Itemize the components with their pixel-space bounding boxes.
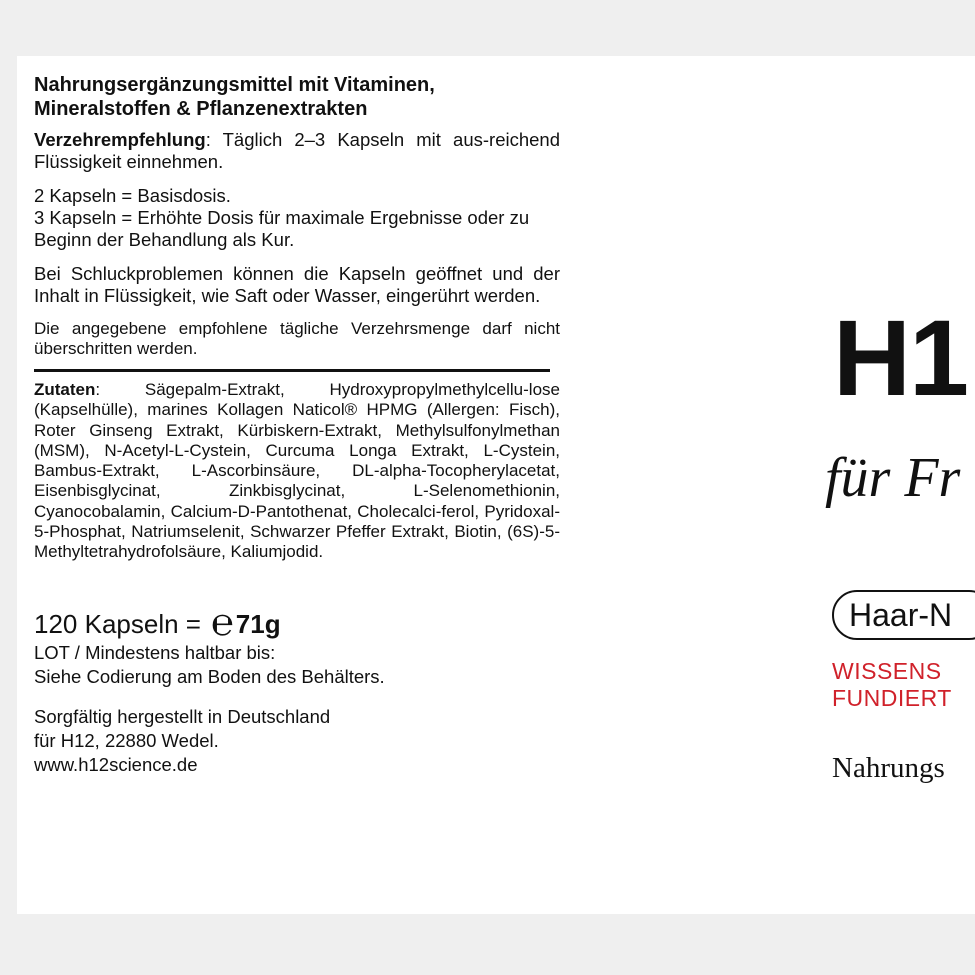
manufacturer-line-1: Sorgfältig hergestellt in Deutschland [34, 705, 331, 727]
dosage-block [34, 185, 560, 251]
recommendation-label: Verzehrempfehlung [34, 129, 206, 150]
front-category-text: Nahrungs [832, 752, 945, 784]
lot-line-1: LOT / Mindestens haltbar bis: [34, 641, 276, 663]
heading-line-2: Mineralstoffen & Pflanzenextrakten [34, 98, 368, 120]
net-weight: 71g [235, 608, 281, 639]
ingredients-text: : Sägepalm-Extrakt, Hydroxypropylmethylcellu-lose (Kapselhülle), marines Kollagen Naticol® HPMG (Allergen: Fisch), Roter Ginseng Extrakt, Kürbiskern-Extrakt, Methylsulfonylmethan (MSM), N-Acetyl-L-Cystein, Curcuma Longa Extrakt, L-Cystein, Bambus-Extrakt, L-Ascorbinsäure, DL-alpha-Tocopherylacetat, Eisenbisglycinat, Zinkbisglycinat, L-Selenomethionin, Cyanocobalamin, Calcium-D-Pantothenat, Cholecalci-ferol, Pyridoxal-5-Phosphat, Natriumselenit, Schwarzer Pfeffer Extrakt, Biotin, (6S)-5-Methyltetrahydrofolsäure, Kaliumjodid. [34, 380, 560, 562]
ingredients-paragraph [34, 380, 560, 563]
swallow-note: Bei Schluckproblemen können die Kapseln geöffnet und der Inhalt in Flüssigkeit, wie Saft oder Wasser, eingerührt werden. [34, 263, 560, 306]
brand-tagline: für Fr [825, 447, 961, 509]
science-claim [832, 658, 952, 712]
estimated-sign-icon: ℮ [210, 601, 234, 644]
manufacturer-website: www.h12science.de [34, 753, 198, 775]
manufacturer-line-2: für H12, 22880 Wedel. [34, 729, 219, 751]
dosage-line-1: 2 Kapseln = Basisdosis. [34, 185, 231, 206]
product-type-pill: Haar-N [832, 590, 975, 640]
recommendation-paragraph [34, 129, 560, 173]
science-line-2: FUNDIERT [832, 685, 952, 711]
manufacturer-info [34, 705, 560, 777]
ingredients-label: Zutaten [34, 380, 96, 399]
lot-info [34, 641, 560, 689]
heading-line-1: Nahrungsergänzungsmittel mit Vitaminen, [34, 74, 435, 96]
lot-line-2: Siehe Codierung am Boden des Behälters. [34, 665, 385, 687]
dosage-line-2: 3 Kapseln = Erhöhte Dosis für maximale Ergebnisse oder zu Beginn der Behandlung als Kur. [34, 207, 530, 250]
back-label-column [34, 73, 560, 793]
divider-line [34, 369, 550, 372]
science-line-1: WISSENS [832, 658, 942, 684]
quantity-line [34, 601, 560, 644]
brand-logo: H1 [833, 297, 968, 418]
intake-warning: Die angegebene empfohlene tägliche Verzehrsmenge darf nicht überschritten werden. [34, 319, 560, 358]
recommendation-text: : Täglich 2–3 Kapseln mit aus-reichend Flüssigkeit einnehmen. [34, 129, 560, 172]
capsule-count: 120 Kapseln = [34, 608, 201, 639]
product-heading [34, 73, 560, 121]
